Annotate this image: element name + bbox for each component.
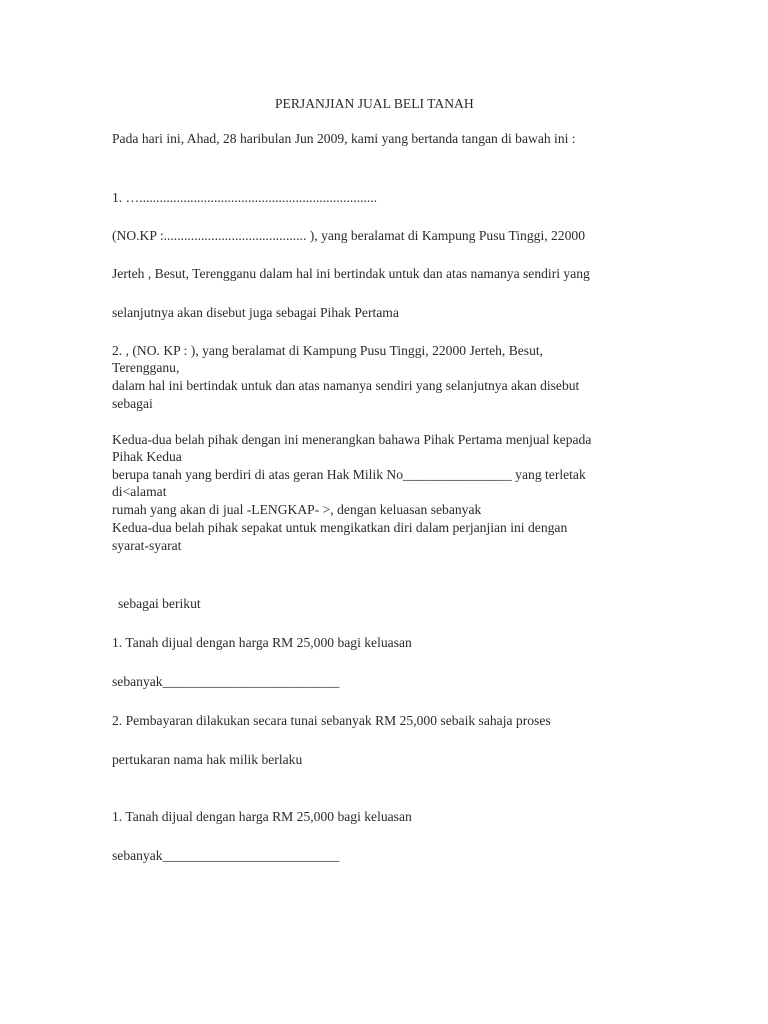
party1-number-line: 1. …...................................................................... [112, 190, 378, 205]
statement-line-1: Kedua-dua belah pihak dengan ini menerangkan bahawa Pihak Pertama menjual kepada [112, 432, 592, 447]
statement-line-6: Kedua-dua belah pihak sepakat untuk mengikatkan diri dalam perjanjian ini dengan [112, 520, 568, 535]
party1-id-line: (NO.KP :.......................................... ), yang beralamat di Kampung Pusu Tinggi, 22000 [112, 228, 585, 243]
statement-line-2: Pihak Kedua [112, 449, 182, 464]
condition-2-line-2: pertukaran nama hak milik berlaku [112, 752, 303, 767]
statement-line-4: di<alamat [112, 484, 167, 499]
party2-line-4: sebagai [112, 396, 153, 411]
party2-line-3: dalam hal ini bertindak untuk dan atas namanya sendiri yang selanjutnya akan disebut [112, 378, 580, 393]
party2-line-1: 2. , (NO. KP : ), yang beralamat di Kampung Pusu Tinggi, 22000 Jerteh, Besut, [112, 343, 544, 358]
conditions-heading: sebagai berikut [118, 596, 201, 611]
condition-1-line-1: 1. Tanah dijual dengan harga RM 25,000 bagi keluasan [112, 635, 412, 650]
statement-line-3: berupa tanah yang berdiri di atas geran Hak Milik No________________ yang terletak [112, 467, 586, 482]
condition-3-line-1: 1. Tanah dijual dengan harga RM 25,000 bagi keluasan [112, 809, 412, 824]
statement-line-5: rumah yang akan di jual -LENGKAP- >, dengan keluasan sebanyak [112, 502, 482, 517]
party2-line-2: Terengganu, [112, 360, 180, 375]
party1-address-line: Jerteh , Besut, Terengganu dalam hal ini bertindak untuk dan atas namanya sendiri yang [112, 266, 590, 281]
document-title: PERJANJIAN JUAL BELI TANAH [275, 96, 474, 111]
condition-1-line-2: sebanyak__________________________ [112, 674, 340, 689]
statement-line-7: syarat-syarat [112, 538, 182, 553]
party1-role-line: selanjutnya akan disebut juga sebagai Pihak Pertama [112, 305, 399, 320]
condition-2-line-1: 2. Pembayaran dilakukan secara tunai sebanyak RM 25,000 sebaik sahaja proses [112, 713, 551, 728]
condition-3-line-2: sebanyak__________________________ [112, 848, 340, 863]
intro-paragraph: Pada hari ini, Ahad, 28 haribulan Jun 2009, kami yang bertanda tangan di bawah ini : [112, 131, 576, 146]
